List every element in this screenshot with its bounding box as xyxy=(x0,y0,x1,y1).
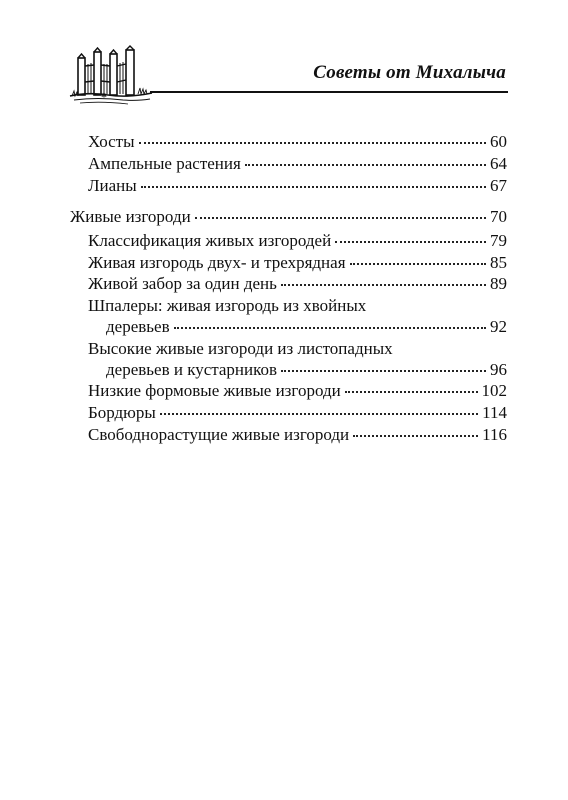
toc-entry-title-line: Шпалеры: живая изгородь из хвойных xyxy=(88,296,367,315)
toc-entry xyxy=(88,175,507,196)
toc-entry-title: Низкие формовые живые изгороди xyxy=(88,381,341,400)
toc-section-entry xyxy=(70,206,507,227)
toc-entry xyxy=(88,424,507,445)
toc-entry-title: Классификация живых изгородей xyxy=(88,231,332,250)
toc-entry-title: Бордюры xyxy=(88,403,156,422)
dot-leader xyxy=(281,370,486,372)
toc-entry-title-line: Высокие живые изгороди из листопадных xyxy=(88,339,393,358)
dot-leader xyxy=(353,435,478,437)
toc-entry-page: 89 xyxy=(490,274,507,293)
toc-entry xyxy=(106,316,507,337)
toc-entry-page: 116 xyxy=(482,425,507,444)
header-rule xyxy=(150,91,508,93)
toc-entry-title: Живые изгороди xyxy=(70,207,191,226)
toc-entry xyxy=(88,252,507,273)
toc-entry xyxy=(88,380,507,401)
dot-leader xyxy=(160,413,478,415)
dot-leader xyxy=(281,284,486,286)
toc-entry xyxy=(88,273,507,294)
toc-entry-title: деревьев и кустарников xyxy=(106,360,278,379)
toc-entry-page: 92 xyxy=(490,317,507,336)
dot-leader xyxy=(345,391,478,393)
toc-entry-title: Хосты xyxy=(88,132,135,151)
toc-entry xyxy=(88,131,507,152)
toc-entry-page: 60 xyxy=(490,132,507,151)
toc-entry-title: Живая изгородь двух- и трехрядная xyxy=(88,253,346,272)
toc-entry-title: деревьев xyxy=(106,317,170,336)
toc-entry xyxy=(106,359,507,380)
toc-entry-page: 67 xyxy=(490,176,507,195)
dot-leader xyxy=(174,327,486,329)
fence-illustration xyxy=(68,44,154,106)
dot-leader xyxy=(245,164,486,166)
toc-entry-page: 114 xyxy=(482,403,507,422)
toc-entry-title: Ампельные растения xyxy=(88,154,241,173)
toc-entry-title: Лианы xyxy=(88,176,137,195)
toc-entry xyxy=(88,230,507,251)
running-header-title: Советы от Михалыча xyxy=(313,62,506,83)
dot-leader xyxy=(141,186,486,188)
toc-entry-page: 85 xyxy=(490,253,507,272)
dot-leader xyxy=(139,142,486,144)
toc-entry-page: 70 xyxy=(490,207,507,226)
dot-leader xyxy=(335,241,486,243)
toc-entry-page: 64 xyxy=(490,154,507,173)
toc-entry-title: Живой забор за один день xyxy=(88,274,277,293)
dot-leader xyxy=(195,217,486,219)
toc-entry-page: 79 xyxy=(490,231,507,250)
toc-entry xyxy=(88,402,507,423)
toc-entry xyxy=(88,153,507,174)
toc-entry-title: Свободнорастущие живые изгороди xyxy=(88,425,350,444)
toc-entry-page: 96 xyxy=(490,360,507,379)
dot-leader xyxy=(350,263,486,265)
toc-entry-page: 102 xyxy=(481,381,507,400)
